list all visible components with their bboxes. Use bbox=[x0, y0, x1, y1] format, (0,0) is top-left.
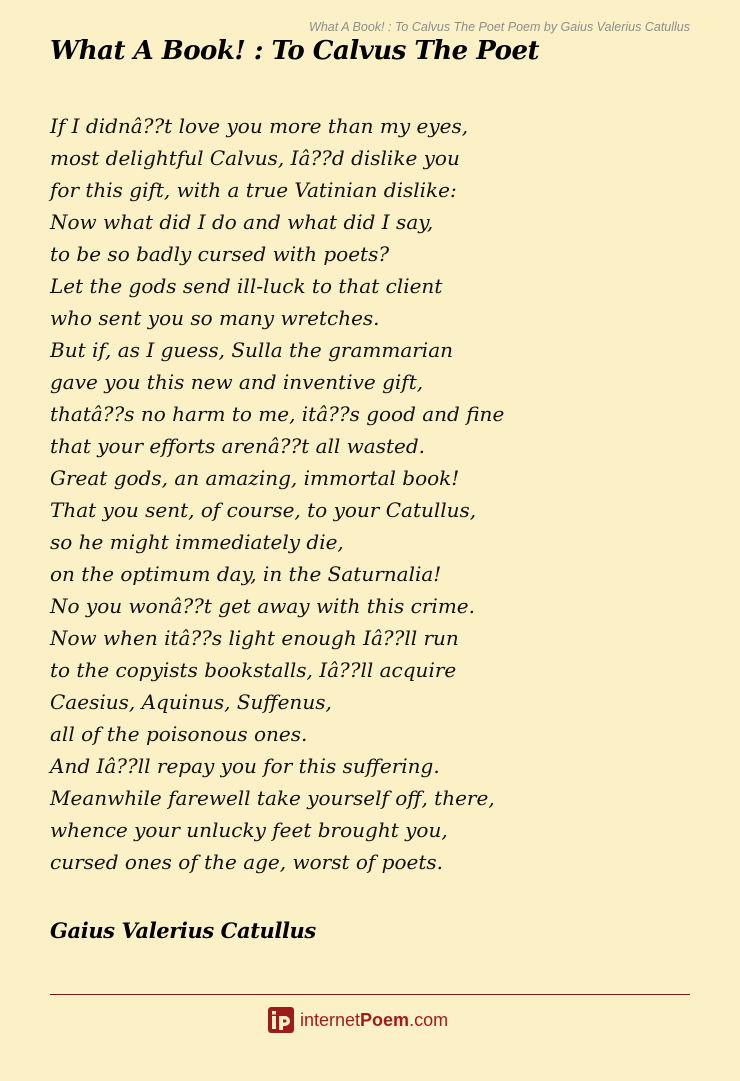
poem-line: Great gods, an amazing, immortal book! bbox=[50, 466, 460, 490]
brand-prefix: internet bbox=[300, 1009, 361, 1030]
ip-logo-icon bbox=[268, 1007, 294, 1033]
poem-line: Now when itâ??s light enough Iâ??ll run bbox=[50, 626, 459, 650]
footer-divider bbox=[50, 994, 690, 995]
poem-line: thatâ??s no harm to me, itâ??s good and fine bbox=[50, 402, 505, 426]
brand-suffix: .com bbox=[409, 1009, 449, 1030]
poem-body bbox=[50, 110, 690, 878]
poem-line: That you sent, of course, to your Catullus, bbox=[50, 498, 477, 522]
poem-line: Now what did I do and what did I say, bbox=[50, 210, 434, 234]
poem-line: But if, as I guess, Sulla the grammarian bbox=[50, 338, 454, 362]
poem-line: Meanwhile farewell take yourself off, there, bbox=[50, 786, 495, 810]
brand-strong: Poem bbox=[360, 1009, 410, 1030]
poem-line: on the optimum day, in the Saturnalia! bbox=[50, 562, 442, 586]
poem-line: so he might immediately die, bbox=[50, 530, 344, 554]
poem-line: gave you this new and inventive gift, bbox=[50, 370, 424, 394]
poem-line: And Iâ??ll repay you for this suffering. bbox=[50, 754, 440, 778]
poem-line: Let the gods send ill-luck to that client bbox=[50, 274, 443, 298]
poem-line: No you wonâ??t get away with this crime. bbox=[50, 594, 475, 618]
poem-line: to be so badly cursed with poets? bbox=[50, 242, 390, 266]
poem-line: to the copyists bookstalls, Iâ??ll acquire bbox=[50, 658, 457, 682]
brand-wordmark bbox=[300, 1010, 448, 1031]
poem-line: all of the poisonous ones. bbox=[50, 722, 308, 746]
poem-line: that your efforts arenâ??t all wasted. bbox=[50, 434, 426, 458]
poem-line: cursed ones of the age, worst of poets. bbox=[50, 850, 443, 874]
poem-author: Gaius Valerius Catullus bbox=[50, 918, 316, 943]
poem-title: What A Book! : To Calvus The Poet bbox=[50, 36, 539, 66]
header-caption: What A Book! : To Calvus The Poet Poem by Gaius Valerius Catullus bbox=[309, 20, 690, 34]
poem-line: If I didnâ??t love you more than my eyes, bbox=[50, 114, 469, 138]
poem-line: Caesius, Aquinus, Suffenus, bbox=[50, 690, 332, 714]
poem-line: whence your unlucky feet brought you, bbox=[50, 818, 448, 842]
internetpoem-brand-link[interactable] bbox=[268, 1006, 448, 1034]
poem-line: for this gift, with a true Vatinian dislike: bbox=[50, 178, 457, 202]
poem-line: who sent you so many wretches. bbox=[50, 306, 380, 330]
poem-line: most delightful Calvus, Iâ??d dislike you bbox=[50, 146, 460, 170]
